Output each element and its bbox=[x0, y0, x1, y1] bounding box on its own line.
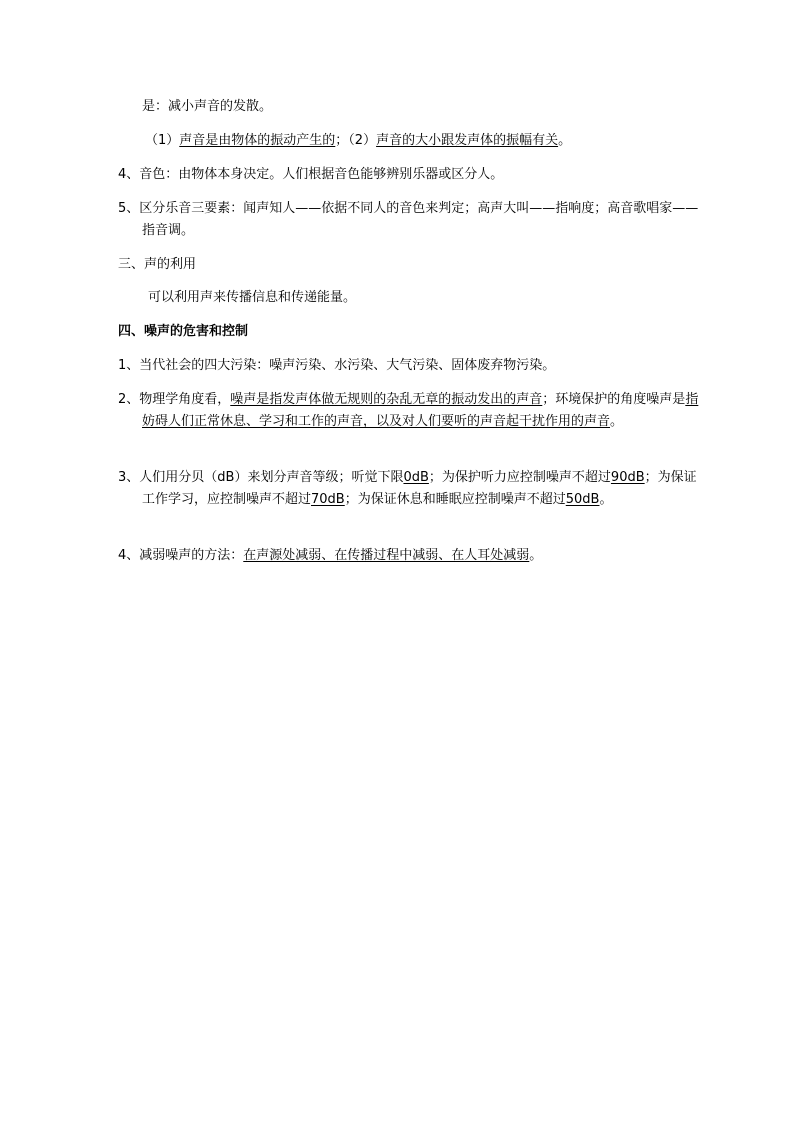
paragraph-text: 4、音色：由物体本身决定。人们根据音色能够辨别乐器或区分人。 bbox=[118, 167, 504, 182]
paragraph-noise-definition bbox=[118, 389, 702, 433]
paragraph-text: ；为保护听力应控制噪声不超过 bbox=[428, 470, 611, 485]
paragraph-three-elements bbox=[118, 198, 702, 242]
paragraph-sound-source bbox=[145, 130, 705, 152]
underlined-value: 90dB bbox=[610, 470, 645, 485]
paragraph-text: 。 bbox=[558, 133, 572, 148]
paragraph-text: ；为保证工作学习，应控制噪声不超过 bbox=[142, 470, 697, 507]
underlined-text: 指妨碍人们正常休息、学习和工作的声音，以及对人们要听的声音起干扰作用的声音 bbox=[142, 392, 699, 429]
underlined-value: 0dB bbox=[403, 470, 429, 485]
paragraph-decibel-levels bbox=[118, 467, 702, 511]
underlined-text: 在声源处减弱、在传播过程中减弱、在人耳处减弱 bbox=[243, 548, 530, 563]
heading-text: 四、噪声的危害和控制 bbox=[118, 324, 249, 339]
underlined-value: 70dB bbox=[311, 492, 345, 507]
underlined-text: 噪声是指发声体做无规则的杂乱无章的振动发出的声音 bbox=[230, 392, 543, 407]
paragraph-text: 。 bbox=[610, 414, 624, 429]
paragraph-text: ；为保证休息和睡眠应控制噪声不超过 bbox=[344, 492, 566, 507]
paragraph-text: 3、人们用分贝（dB）来划分声音等级；听觉下限 bbox=[118, 470, 404, 485]
underlined-text: 声音的大小跟发声体的振幅有关 bbox=[376, 133, 559, 148]
section-heading-noise bbox=[118, 321, 678, 343]
paragraph-text: 5、区分乐音三要素：闻声知人——依据不同人的音色来判定；高声大叫——指响度；高音歌唱家——指音调。 bbox=[118, 201, 699, 238]
paragraph-text: 4、减弱噪声的方法： bbox=[118, 548, 244, 563]
section-heading-use-of-sound bbox=[118, 254, 678, 276]
paragraph-information-energy bbox=[148, 287, 708, 309]
paragraph-text: 。 bbox=[529, 548, 543, 563]
paragraph-text: 可以利用声来传播信息和传递能量。 bbox=[148, 290, 357, 305]
paragraph-timbre bbox=[118, 164, 678, 186]
paragraph-dispersion bbox=[142, 96, 702, 118]
paragraph-text: 。 bbox=[599, 492, 613, 507]
paragraph-text: （1） bbox=[145, 133, 180, 148]
paragraph-text: ；（2） bbox=[335, 133, 377, 148]
paragraph-text: 1、当代社会的四大污染：噪声污染、水污染、大气污染、固体废弃物污染。 bbox=[118, 358, 556, 373]
paragraph-text: 是：减小声音的发散。 bbox=[142, 99, 273, 114]
paragraph-text: ；环境保护的角度噪声是 bbox=[542, 392, 686, 407]
paragraph-noise-reduction bbox=[118, 545, 678, 567]
paragraph-text: 2、物理学角度看， bbox=[118, 392, 231, 407]
underlined-value: 50dB bbox=[565, 492, 600, 507]
heading-text: 三、声的利用 bbox=[118, 257, 197, 272]
paragraph-four-pollutions bbox=[118, 355, 678, 377]
underlined-text: 声音是由物体的振动产生的 bbox=[179, 133, 336, 148]
